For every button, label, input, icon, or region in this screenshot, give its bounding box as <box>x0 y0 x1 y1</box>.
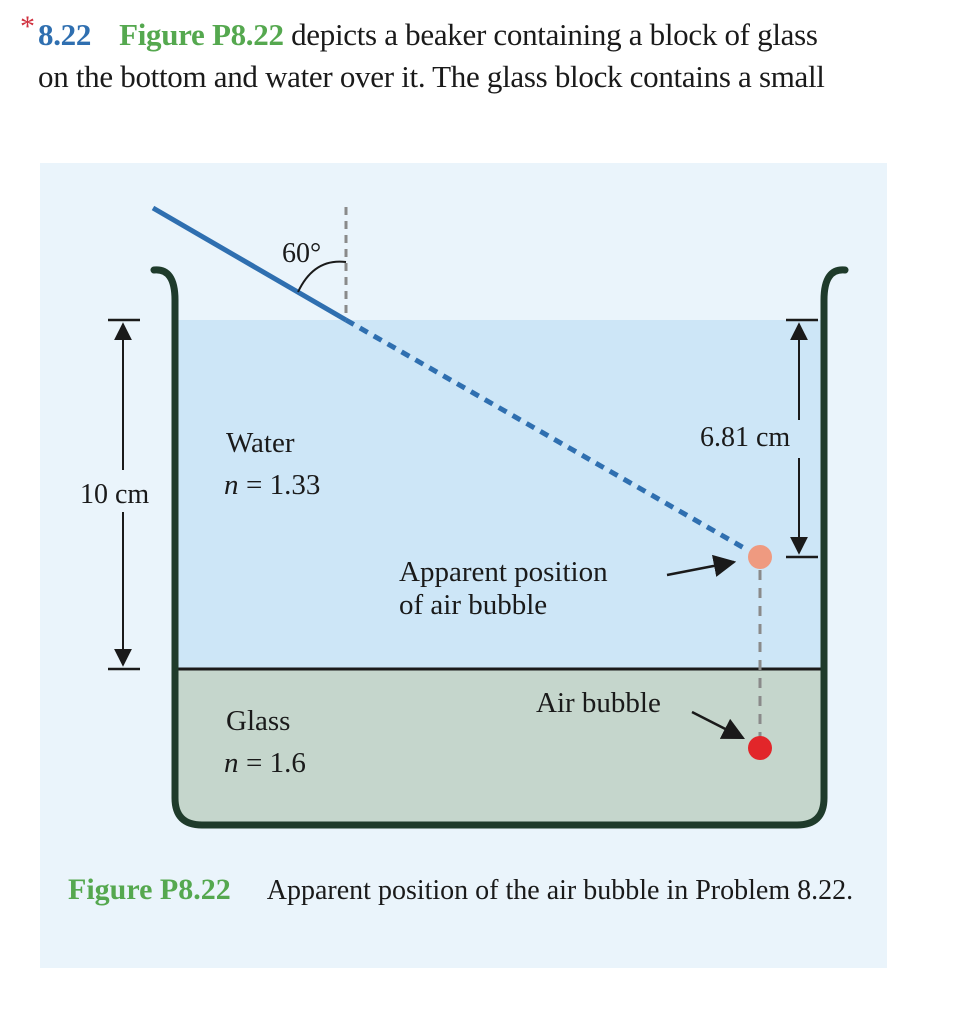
water-index-symbol: n <box>224 469 239 501</box>
water-index-value: = 1.33 <box>246 469 321 501</box>
caption-figure-label: Figure P8.22 <box>68 873 231 906</box>
glass-block <box>178 669 821 822</box>
problem-figure-reference: Figure P8.22 <box>119 17 284 52</box>
angle-label: 60° <box>282 238 322 269</box>
problem-text-line1: depicts a beaker containing a block of glass <box>283 17 818 52</box>
height-label: 10 cm <box>80 479 150 510</box>
apparent-depth-label: 6.81 cm <box>700 422 791 453</box>
apparent-bubble-marker <box>748 545 772 569</box>
figure-caption <box>68 870 858 911</box>
glass-label: Glass <box>226 705 291 737</box>
glass-index-value: = 1.6 <box>246 747 306 779</box>
apparent-position-label-line1: Apparent position <box>399 556 608 588</box>
air-bubble-marker <box>748 736 772 760</box>
problem-number: 8.22 <box>38 17 92 52</box>
glass-index-symbol: n <box>224 747 239 779</box>
starred-problem-marker: * <box>20 10 35 43</box>
caption-text: Apparent position of the air bubble in Problem 8.22. <box>266 875 854 906</box>
air-bubble-label: Air bubble <box>536 687 661 719</box>
apparent-position-label-line2: of air bubble <box>399 589 548 621</box>
problem-text-line2: on the bottom and water over it. The glass block contains a small <box>38 59 825 94</box>
water-label: Water <box>226 427 295 459</box>
